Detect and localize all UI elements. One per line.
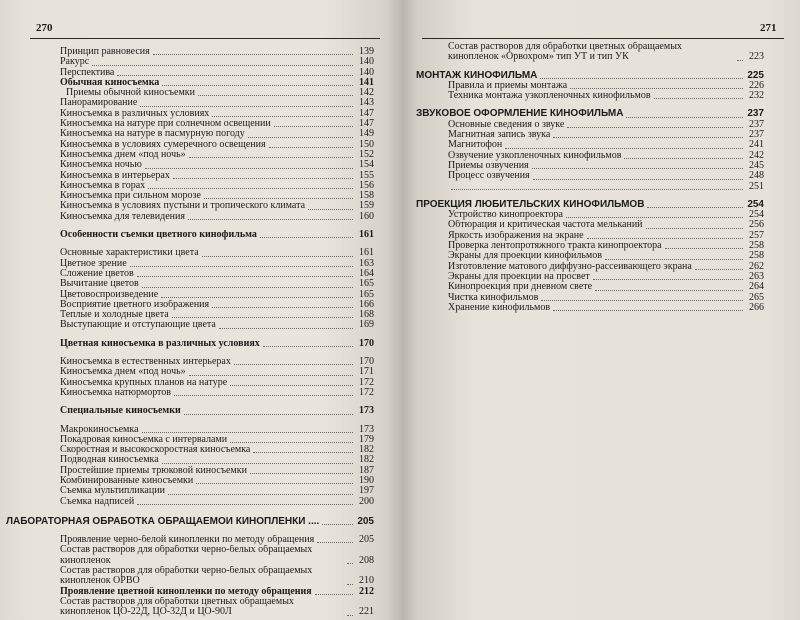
toc-entry [36, 545, 374, 566]
toc-leader-dots [566, 217, 743, 218]
toc-leader-dots [145, 168, 353, 169]
toc-entry-page: 205 [357, 515, 374, 527]
toc-entry-page: 170 [359, 337, 374, 349]
toc-entry-page: 165 [359, 288, 374, 300]
toc-entry-page: 221 [359, 606, 374, 618]
toc-entry-title: Восприятие цветного изображения [60, 299, 210, 310]
toc-leader-dots [570, 88, 743, 89]
toc-entry [424, 220, 764, 230]
toc-leader-dots [137, 276, 353, 277]
toc-leader-dots [162, 463, 353, 464]
toc-entry [36, 290, 374, 300]
toc-leader-dots [189, 157, 353, 158]
toc-leader-dots [624, 158, 743, 159]
toc-entry-page: 147 [359, 107, 374, 119]
toc-entry [424, 151, 764, 161]
toc-entry [36, 357, 374, 367]
toc-leader-dots [173, 178, 353, 179]
toc-leader-dots [184, 414, 353, 415]
toc-entry-page: 143 [359, 97, 374, 109]
toc-entry-page: 166 [359, 298, 374, 310]
page-number: 271 [760, 22, 777, 34]
toc-leader-dots [162, 85, 353, 86]
toc-entry-page: 200 [359, 495, 374, 507]
toc-leader-dots [188, 219, 353, 220]
toc-entry-title: Съемка надписей [60, 496, 135, 507]
toc-entry-title: Процесс озвучения [448, 171, 530, 182]
toc-entry [36, 597, 374, 618]
toc-entry-page: 154 [359, 159, 374, 171]
toc-entry-title: Устройство кинопроектора [448, 210, 563, 221]
toc-entry [424, 140, 764, 150]
header-rule [422, 38, 784, 39]
toc-leader-dots [212, 307, 353, 308]
toc-entry [424, 81, 764, 91]
toc-entry-page: 264 [749, 281, 764, 293]
toc-leader-dots [172, 317, 353, 318]
toc-entry-title: Состав растворов для обработки черно-белых обращаемых кинопленок [60, 545, 313, 566]
toc-leader-dots [130, 266, 353, 267]
toc-entry [36, 109, 374, 119]
toc-entry-page: 248 [749, 170, 764, 182]
toc-leader-dots [654, 98, 743, 99]
toc-leader-dots [451, 189, 743, 190]
toc-entry-title: Цветовоспроизведение [60, 289, 159, 300]
toc-leader-dots [248, 137, 353, 138]
toc-entry-title: Киносъемка днем «под ночь» [60, 149, 186, 160]
toc-entry-title: Киносъемка в интерьерах [60, 170, 170, 181]
toc-entry-title: Магнитофон [448, 140, 503, 151]
toc-entry-title: Проявление черно-белой кинопленки по методу обращения [60, 535, 315, 546]
toc-entry [36, 248, 374, 258]
toc-entry-page: 173 [359, 405, 374, 417]
toc-entry-title: Киносъемка в различных условиях [60, 108, 210, 119]
toc-entry-page: 237 [749, 129, 764, 141]
toc-entry-title: Экраны для проекции на просвет [448, 271, 590, 282]
toc-entry-page: 172 [359, 386, 374, 398]
toc-entry-title: Принцип равновесия [60, 47, 150, 57]
toc-leader-dots [230, 442, 353, 443]
toc-entry [424, 42, 764, 63]
toc-entry [36, 587, 374, 597]
toc-entry-title: Киносъемка на натуре при солнечном освещении [60, 119, 271, 130]
toc-entry-title: Кинопроекция при дневном свете [448, 282, 593, 293]
toc-leader-dots [347, 615, 353, 616]
toc-entry-page: 237 [749, 118, 764, 130]
toc-entry-title: Изготовление матового диффузно-рассеивающего экрана [448, 261, 692, 272]
toc-entry-title: Особенности съемки цветного кинофильма [60, 230, 257, 241]
toc-entry-title: Основные характеристики цвета [60, 248, 199, 259]
toc-entry-page: 163 [359, 257, 374, 269]
toc-leader-dots [260, 237, 353, 238]
toc-leader-dots [189, 375, 353, 376]
toc-entry [36, 47, 374, 57]
toc-entry [424, 282, 764, 292]
toc-entry [36, 476, 374, 486]
toc-entry-title: Киносъемка крупных планов на натуре [60, 377, 228, 388]
toc-entry [36, 57, 374, 67]
toc-entry-page: 150 [359, 138, 374, 150]
toc-entry [36, 367, 374, 377]
toc-leader-dots [153, 54, 353, 55]
toc-entry-page: 265 [749, 291, 764, 303]
toc-entry-page: 161 [359, 229, 374, 241]
toc-entry-page: 182 [359, 454, 374, 466]
toc-leader-dots [315, 594, 353, 595]
toc-entry-page: 257 [749, 229, 764, 241]
toc-entry-page: 161 [359, 247, 374, 259]
toc-leader-dots [593, 279, 743, 280]
toc-entry [36, 88, 374, 98]
toc-entry [36, 119, 374, 129]
toc-entry-page: 266 [749, 301, 764, 313]
toc-entry [36, 425, 374, 435]
toc-entry [36, 140, 374, 150]
toc-entry-title: Приемы обычной киносъемки [66, 88, 195, 99]
toc-leader-dots [533, 179, 743, 180]
toc-entry-page: 197 [359, 485, 374, 497]
toc-entry-page: 182 [359, 444, 374, 456]
toc-entry-page: 139 [359, 46, 374, 57]
toc-entry-title: Обычная киносъемка [60, 77, 160, 88]
toc-leader-dots [140, 106, 353, 107]
toc-leader-dots [347, 563, 353, 564]
toc-leader-dots [212, 116, 353, 117]
toc-entry-title: Киносъемка натюрмортов [60, 387, 172, 398]
toc-entry-title: Покадровая киносъемка с интервалами [60, 434, 228, 445]
toc-entry [424, 293, 764, 303]
toc-entry [36, 230, 374, 240]
toc-entry [424, 231, 764, 241]
toc-entry [36, 406, 374, 416]
toc-entry [424, 251, 764, 261]
toc-entry-page: 159 [359, 200, 374, 212]
toc-leader-dots [92, 65, 353, 66]
toc-leader-dots [665, 248, 743, 249]
toc-leader-dots [234, 364, 353, 365]
toc-entry [36, 68, 374, 78]
toc-entry-page: 165 [359, 278, 374, 290]
toc-entry-title: Чистка кинофильмов [448, 292, 539, 303]
toc-entry-page: 226 [749, 79, 764, 91]
toc-entry-page: 169 [359, 319, 374, 331]
toc-entry-title: Проверка лентопротяжного тракта кинопроектора [448, 241, 662, 252]
toc-entry-title: Приемы озвучения [448, 160, 529, 171]
toc-entry-title: Основные сведения о звуке [448, 119, 565, 130]
toc-leader-dots [250, 473, 353, 474]
toc-entry [36, 497, 374, 507]
toc-entry-title: Цветное зрение [60, 258, 127, 269]
toc-entry-page: 212 [359, 585, 374, 597]
toc-entry-page: 140 [359, 66, 374, 78]
toc-entry-title: Озвучение узкопленочных кинофильмов [448, 150, 622, 161]
toc-entry-page: 223 [749, 51, 764, 63]
toc-entry [36, 78, 374, 88]
toc-entry-title: Панорамирование [60, 98, 138, 109]
toc-entry-title: ПРОЕКЦИЯ ЛЮБИТЕЛЬСКИХ КИНОФИЛЬМОВ [416, 199, 645, 210]
toc-entry-title: Теплые и холодные цвета [60, 310, 169, 321]
page-number: 270 [36, 22, 53, 34]
toc-entry-page: 155 [359, 169, 374, 181]
toc-entry [36, 310, 374, 320]
toc-leader-dots [505, 148, 743, 149]
toc-entry-page: 149 [359, 128, 374, 140]
toc-entry-page: 172 [359, 376, 374, 388]
toc-entry-page: 160 [359, 210, 374, 222]
toc-entry-page: 140 [359, 56, 374, 68]
toc-leader-dots [263, 346, 353, 347]
toc-entry-title: Обтюрация и критическая частота мельканий [448, 220, 643, 231]
toc-entry [36, 269, 374, 279]
toc-leader-dots [695, 269, 743, 270]
toc-entry-title: Киносъемка ночью [60, 160, 142, 171]
toc-entry-page: 256 [749, 219, 764, 231]
toc-entry-page: 232 [749, 90, 764, 102]
toc-entry-page: 179 [359, 433, 374, 445]
toc-leader-dots [626, 117, 743, 118]
toc-entry-title: Киносъемка в условиях сумеречного освещения [60, 139, 266, 150]
toc-entry-page: 254 [747, 198, 764, 210]
toc-entry-title: Киносъемка в естественных интерьерах [60, 357, 231, 368]
toc-entry-title: Съемка мультипликации [60, 486, 165, 497]
toc-entry-page: 262 [749, 260, 764, 272]
toc-entry-page: 152 [359, 148, 374, 160]
toc-entry [36, 378, 374, 388]
toc-entry [36, 212, 374, 222]
toc-leader-dots [137, 504, 353, 505]
right-page [402, 0, 800, 620]
toc-leader-dots [219, 328, 353, 329]
toc-entry-title: Киносъемка на натуре в пасмурную погоду [60, 129, 245, 140]
toc-entry-page: 242 [749, 149, 764, 161]
toc-entry-title: Хранение кинофильмов [448, 302, 551, 313]
toc-entry-page: 225 [747, 69, 764, 81]
toc-entry [36, 160, 374, 170]
toc-entry [424, 161, 764, 171]
toc-entry-page: 237 [747, 108, 764, 120]
toc-entry [424, 272, 764, 282]
toc-leader-dots [148, 188, 353, 189]
toc-leader-dots [553, 310, 743, 311]
toc-leader-dots [737, 60, 743, 61]
toc-entry-page: 208 [359, 554, 374, 566]
toc-entry [36, 98, 374, 108]
toc-entry-title: Цветная киносъемка в различных условиях [60, 338, 260, 349]
toc-leader-dots [142, 287, 353, 288]
toc-entry [424, 91, 764, 101]
toc-entry-page: 258 [749, 240, 764, 252]
toc-entry [424, 210, 764, 220]
toc-leader-dots [168, 494, 353, 495]
toc-entry-title: Выступающие и отступающие цвета [60, 320, 216, 331]
toc-entry [424, 171, 764, 181]
toc-entry [36, 486, 374, 496]
toc-entry-title: ЗВУКОВОЕ ОФОРМЛЕНИЕ КИНОФИЛЬМА [416, 109, 624, 120]
toc-entry-title: Киносъемка для телевидения [60, 211, 185, 222]
toc-entry-title: Ракурс [60, 57, 90, 68]
toc-entry-page: 263 [749, 270, 764, 282]
toc-leader-dots [198, 95, 353, 96]
toc-entry-page: 171 [359, 366, 374, 378]
toc-entry-title: Состав растворов для обработки цветных обращаемых кинопленок «Орвохром» тип УТ и тип УК [448, 42, 682, 63]
toc-leader-dots [117, 75, 353, 76]
toc-leader-dots [269, 147, 353, 148]
toc-entry [424, 182, 764, 192]
toc-entry-title: Киносъемка в горах [60, 180, 146, 191]
toc-entry-page: 205 [359, 534, 374, 546]
toc-entry [424, 303, 764, 313]
toc-leader-dots [230, 385, 353, 386]
toc-entry-title: Комбинированные киносъемки [60, 475, 194, 486]
toc-list-left [6, 46, 374, 618]
toc-entry [36, 191, 374, 201]
toc-leader-dots [317, 542, 353, 543]
toc-leader-dots [142, 432, 353, 433]
toc-entry [36, 171, 374, 181]
toc-entry [416, 200, 764, 210]
toc-entry [416, 71, 764, 81]
toc-entry [36, 535, 374, 545]
toc-leader-dots [274, 126, 353, 127]
toc-entry [36, 279, 374, 289]
toc-entry [36, 455, 374, 465]
header-rule [30, 38, 380, 39]
toc-entry [36, 259, 374, 269]
toc-entry-title: Киносъемка при сильном морозе [60, 191, 201, 202]
toc-entry [36, 201, 374, 211]
toc-entry-title: Яркость изображения на экране [448, 230, 584, 241]
toc-entry-page: 254 [749, 209, 764, 221]
toc-leader-dots [541, 300, 743, 301]
toc-leader-dots [646, 228, 743, 229]
toc-leader-dots [161, 297, 353, 298]
toc-leader-dots [532, 168, 743, 169]
toc-entry [36, 339, 374, 349]
toc-entry-title: МОНТАЖ КИНОФИЛЬМА [416, 70, 538, 81]
toc-list-right [416, 42, 764, 313]
toc-leader-dots [204, 198, 353, 199]
toc-entry-page: 187 [359, 464, 374, 476]
toc-entry-title: Проявление цветной кинопленки по методу обращения [60, 586, 312, 597]
toc-entry-page: 170 [359, 356, 374, 368]
toc-entry-page: 210 [359, 575, 374, 587]
toc-entry [424, 120, 764, 130]
toc-leader-dots [253, 452, 353, 453]
toc-entry-title: Скоростная и высокоскоростная киносъемка [60, 445, 251, 456]
toc-entry [36, 181, 374, 191]
toc-leader-dots [174, 395, 353, 396]
toc-entry [36, 129, 374, 139]
toc-entry-page: 141 [359, 76, 374, 88]
toc-entry-title: Сложение цветов [60, 268, 134, 279]
toc-entry [6, 517, 374, 527]
toc-entry-title: Макрокиносъемка [60, 424, 139, 435]
toc-entry-page: 190 [359, 474, 374, 486]
toc-leader-dots [540, 78, 743, 79]
toc-entry-title: ЛАБОРАТОРНАЯ ОБРАБОТКА ОБРАЩАЕМОЙ КИНОПЛЕНКИ .... [6, 516, 320, 527]
toc-entry-title: Состав растворов для обработки черно-белых обращаемых кинопленок ОРВО [60, 566, 313, 587]
toc-entry-title: Специальные киносъемки [60, 406, 181, 417]
toc-entry-title: Подводная киносъемка [60, 455, 159, 466]
toc-entry-page: 245 [749, 159, 764, 171]
toc-leader-dots [553, 137, 743, 138]
toc-entry [36, 566, 374, 587]
toc-entry [36, 466, 374, 476]
toc-entry-title: Магнитная запись звука [448, 130, 551, 141]
toc-entry [36, 300, 374, 310]
toc-entry [424, 262, 764, 272]
toc-leader-dots [196, 483, 353, 484]
toc-leader-dots [202, 256, 353, 257]
toc-entry-title: Перспектива [60, 67, 115, 78]
toc-leader-dots [322, 524, 353, 525]
toc-entry [36, 150, 374, 160]
toc-entry [416, 109, 764, 119]
toc-leader-dots [647, 207, 743, 208]
toc-entry [424, 130, 764, 140]
toc-entry [36, 435, 374, 445]
toc-leader-dots [567, 127, 743, 128]
toc-entry-page: 251 [749, 180, 764, 192]
toc-entry-page: 241 [749, 139, 764, 151]
toc-entry-page: 158 [359, 190, 374, 202]
toc-entry-title: Киносъемка в условиях пустыни и тропического климата [60, 201, 306, 212]
toc-entry-page: 173 [359, 423, 374, 435]
toc-entry-page: 168 [359, 309, 374, 321]
toc-entry-page: 164 [359, 267, 374, 279]
toc-entry [36, 445, 374, 455]
toc-entry [36, 320, 374, 330]
toc-entry-title: Вычитание цветов [60, 279, 139, 290]
toc-entry [424, 241, 764, 251]
toc-entry-title: Экраны для проекции кинофильмов [448, 251, 602, 262]
toc-leader-dots [347, 584, 353, 585]
toc-entry-title: Правила и приемы монтажа [448, 80, 568, 91]
toc-leader-dots [605, 259, 743, 260]
toc-leader-dots [587, 238, 743, 239]
toc-entry-title: Простейшие приемы трюковой киносъемки [60, 465, 247, 476]
toc-entry-title: Техника монтажа узкопленочных кинофильмов [448, 91, 651, 102]
toc-entry-page: 156 [359, 179, 374, 191]
toc-entry-title: Киносъемка днем «под ночь» [60, 367, 186, 378]
toc-leader-dots [308, 209, 353, 210]
toc-entry-page: 142 [359, 87, 374, 99]
toc-leader-dots [595, 290, 743, 291]
toc-entry-page: 258 [749, 250, 764, 262]
toc-entry [36, 388, 374, 398]
toc-entry-page: 147 [359, 118, 374, 130]
toc-entry-title: Состав растворов для обработки цветных обращаемых кинопленок ЦО-22Д, ЦО-32Д и ЦО-90Л [60, 596, 294, 618]
